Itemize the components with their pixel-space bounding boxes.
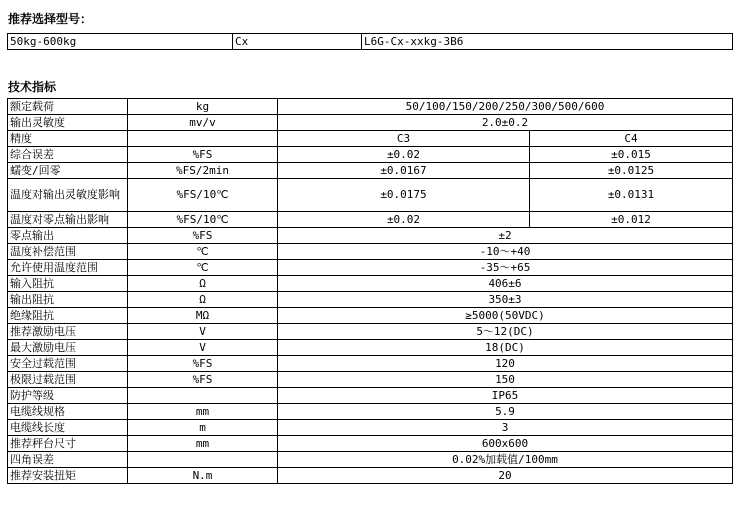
spec-unit: ℃: [128, 244, 278, 260]
spec-label: 允许使用温度范围: [8, 260, 128, 276]
spec-value: 120: [278, 356, 733, 372]
spec-row-zero-output: [8, 228, 733, 244]
spec-unit: Ω: [128, 292, 278, 308]
spec-row-temp-sensitivity: [8, 179, 733, 212]
spec-unit: %FS/2min: [128, 163, 278, 179]
spec-value: ±2: [278, 228, 733, 244]
spec-unit: %FS: [128, 356, 278, 372]
spec-unit: mm: [128, 404, 278, 420]
spec-value: 350±3: [278, 292, 733, 308]
spec-label: 推荐安装扭矩: [8, 468, 128, 484]
spec-unit: %FS: [128, 147, 278, 163]
spec-unit: [128, 452, 278, 468]
spec-value: 3: [278, 420, 733, 436]
spec-unit: MΩ: [128, 308, 278, 324]
spec-row-torque: [8, 468, 733, 484]
spec-value-c3: ±0.0175: [278, 179, 530, 212]
spec-label: 绝缘阻抗: [8, 308, 128, 324]
spec-label: 安全过载范围: [8, 356, 128, 372]
spec-row-temp-zero: [8, 212, 733, 228]
spec-row-input-resistance: [8, 276, 733, 292]
spec-label: 精度: [8, 131, 128, 147]
spec-table: [7, 98, 733, 484]
spec-label: 零点输出: [8, 228, 128, 244]
spec-unit: mm: [128, 436, 278, 452]
spec-label: 温度对零点输出影响: [8, 212, 128, 228]
spec-label: 蠕变/回零: [8, 163, 128, 179]
spec-row-temp-operating: [8, 260, 733, 276]
spec-label: 极限过载范围: [8, 372, 128, 388]
spec-label: 输出灵敏度: [8, 115, 128, 131]
spec-label: 电缆线长度: [8, 420, 128, 436]
spec-value: 18(DC): [278, 340, 733, 356]
model-table: [7, 33, 733, 50]
spec-unit: %FS/10℃: [128, 179, 278, 212]
spec-unit: kg: [128, 99, 278, 115]
spec-row-corner-error: [8, 452, 733, 468]
spec-unit: V: [128, 340, 278, 356]
spec-unit: [128, 131, 278, 147]
spec-row-excitation-recommended: [8, 324, 733, 340]
spec-value: IP65: [278, 388, 733, 404]
spec-value: 150: [278, 372, 733, 388]
spec-label: 温度对输出灵敏度影响: [8, 179, 128, 212]
model-number: L6G-Cx-xxkg-3B6: [362, 34, 733, 50]
spec-label: 输出阻抗: [8, 292, 128, 308]
spec-value: 20: [278, 468, 733, 484]
spec-value-c3: ±0.02: [278, 147, 530, 163]
spec-label: 防护等级: [8, 388, 128, 404]
spec-unit: Ω: [128, 276, 278, 292]
spec-unit: m: [128, 420, 278, 436]
spec-row-cable-spec: [8, 404, 733, 420]
spec-label: 四角误差: [8, 452, 128, 468]
spec-row-temp-compensation: [8, 244, 733, 260]
spec-row-ultimate-overload: [8, 372, 733, 388]
spec-heading: 技术指标: [8, 80, 57, 94]
spec-row-output-resistance: [8, 292, 733, 308]
spec-value-c4: ±0.015: [530, 147, 733, 163]
spec-label: 推荐秤台尺寸: [8, 436, 128, 452]
spec-value-c3: C3: [278, 131, 530, 147]
spec-row-safe-overload: [8, 356, 733, 372]
spec-value: ≥5000(50VDC): [278, 308, 733, 324]
spec-value-c4: ±0.012: [530, 212, 733, 228]
spec-label: 最大激励电压: [8, 340, 128, 356]
spec-unit: %FS: [128, 372, 278, 388]
spec-unit: mv/v: [128, 115, 278, 131]
spec-label: 输入阻抗: [8, 276, 128, 292]
spec-value-c3: ±0.02: [278, 212, 530, 228]
spec-value: 5～12(DC): [278, 324, 733, 340]
spec-label: 电缆线规格: [8, 404, 128, 420]
spec-row-protection: [8, 388, 733, 404]
spec-row-accuracy: [8, 131, 733, 147]
spec-value-c4: ±0.0131: [530, 179, 733, 212]
spec-row-sensitivity: [8, 115, 733, 131]
spec-label: 温度补偿范围: [8, 244, 128, 260]
spec-row-combined-error: [8, 147, 733, 163]
spec-value: 600x600: [278, 436, 733, 452]
spec-value: 0.02%加载值/100mm: [278, 452, 733, 468]
spec-value: 50/100/150/200/250/300/500/600: [278, 99, 733, 115]
spec-value-c4: C4: [530, 131, 733, 147]
spec-value-c4: ±0.0125: [530, 163, 733, 179]
spec-row-insulation: [8, 308, 733, 324]
spec-row-cable-length: [8, 420, 733, 436]
spec-value: 406±6: [278, 276, 733, 292]
spec-value: -10～+40: [278, 244, 733, 260]
accuracy-class: Cx: [233, 34, 362, 50]
spec-unit: [128, 388, 278, 404]
model-heading: 推荐选择型号：: [8, 12, 93, 26]
spec-unit: ℃: [128, 260, 278, 276]
capacity-range: 50kg-600kg: [8, 34, 233, 50]
spec-row-platform-size: [8, 436, 733, 452]
spec-label: 推荐激励电压: [8, 324, 128, 340]
spec-unit: %FS: [128, 228, 278, 244]
spec-unit: %FS/10℃: [128, 212, 278, 228]
spec-row-excitation-max: [8, 340, 733, 356]
spec-label: 额定载荷: [8, 99, 128, 115]
spec-value: 5.9: [278, 404, 733, 420]
model-row: [8, 34, 733, 50]
spec-row-creep: [8, 163, 733, 179]
spec-value: -35～+65: [278, 260, 733, 276]
spec-row-rated-load: [8, 99, 733, 115]
spec-label: 综合误差: [8, 147, 128, 163]
spec-value-c3: ±0.0167: [278, 163, 530, 179]
spec-value: 2.0±0.2: [278, 115, 733, 131]
spec-unit: N.m: [128, 468, 278, 484]
spec-unit: V: [128, 324, 278, 340]
